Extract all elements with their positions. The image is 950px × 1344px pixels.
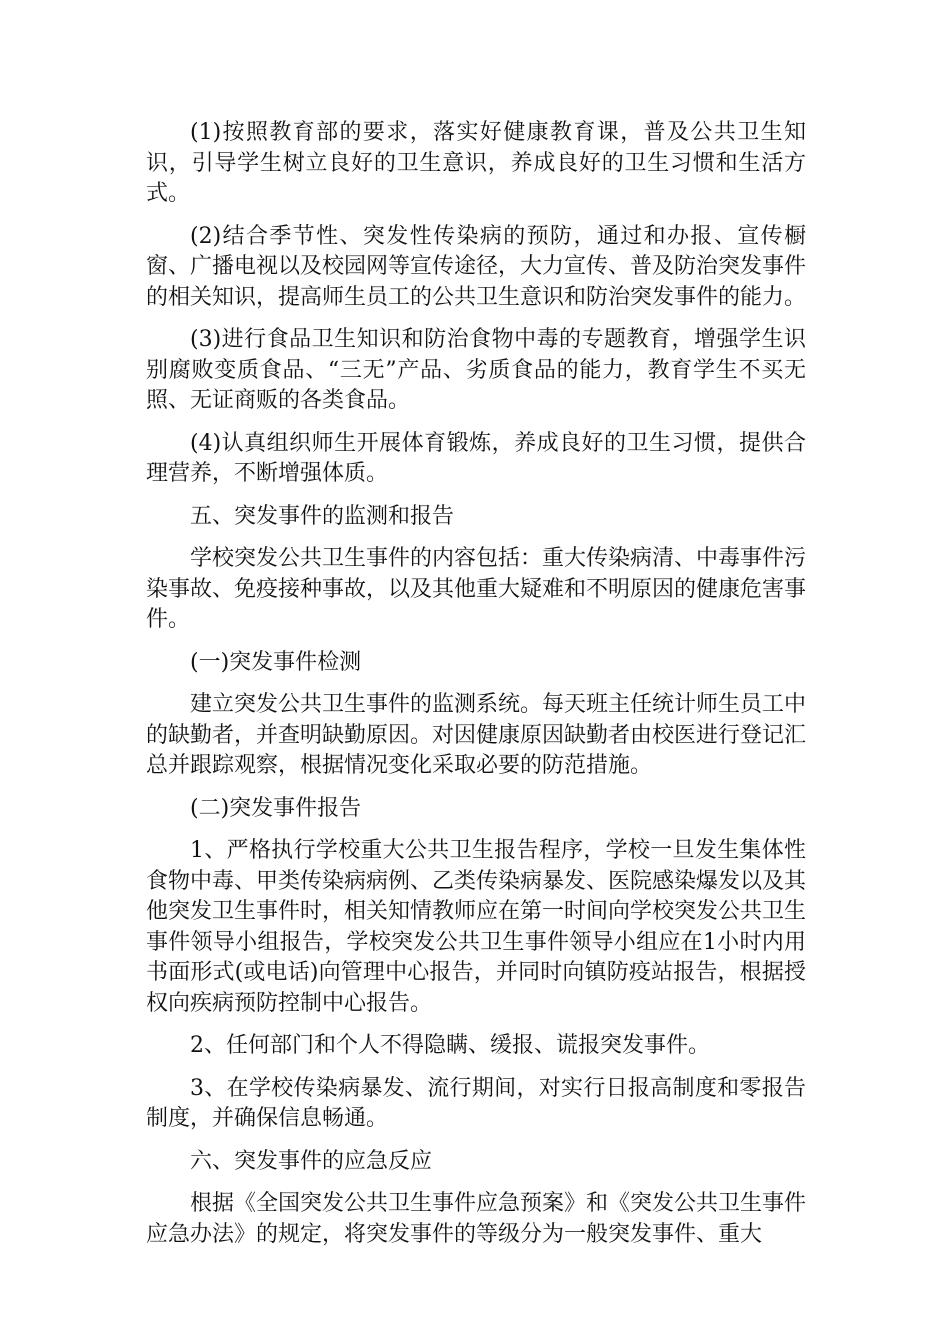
section-heading-monitoring: 五、突发事件的监测和报告 <box>190 503 455 529</box>
paragraph-food-hygiene: (3)进行食品卫生知识和防治食物中毒的专题教育，增强学生识别腐败变质食品、“三无”产品、劣质食品的能力，教育学生不买无照、无证商贩的各类食品。 <box>146 327 806 413</box>
subsection-heading-detection: (一)突发事件检测 <box>190 649 362 675</box>
paragraph-seasonal-prevention: (2)结合季节性、突发性传染病的预防，通过和办报、宣传橱窗、广播电视以及校园网等宣传途径，大力宣传、普及防治突发事件的相关知识，提高师生员工的公共卫生意识和防治突发事件的能力。 <box>146 223 807 310</box>
paragraph-event-content: 学校突发公共卫生事件的内容包括：重大传染病清、中毒事件污染事故、免疫接种事故，以及其他重大疑难和不明原因的健康危害事件。 <box>146 546 807 632</box>
paragraph-report-procedure: 1、严格执行学校重大公共卫生报告程序，学校一旦发生集体性食物中毒、甲类传染病病例、乙类传染病暴发、医院感染爆发以及其他突发卫生事件时，相关知情教师应在第一时间向学校突发公共卫生事件领导小组报告，学校突发公共卫生事件领导小组应在1小时内用书面形式(或电话)向管理中心报告，并同时向镇防疫站报告，根据授权向疾病预防控制中心报告。 <box>146 838 807 1016</box>
paragraph-daily-report: 3、在学校传染病暴发、流行期间，对实行日报高制度和零报告制度，并确保信息畅通。 <box>146 1075 806 1131</box>
paragraph-no-concealment: 2、任何部门和个人不得隐瞒、缓报、谎报突发事件。 <box>190 1033 710 1058</box>
paragraph-physical-exercise: (4)认真组织师生开展体育锻炼，养成良好的卫生习惯，提供合理营养，不断增强体质。 <box>146 430 806 486</box>
paragraph-health-education: (1)按照教育部的要求，落实好健康教育课，普及公共卫生知识，引导学生树立良好的卫生意识，养成良好的卫生习惯和生活方式。 <box>146 120 806 206</box>
paragraph-event-levels: 根据《全国突发公共卫生事件应急预案》和《突发公共卫生事件应急办法》的规定，将突发事件的等级分为一般突发事件、重大 <box>146 1191 807 1247</box>
section-heading-emergency-response: 六、突发事件的应急反应 <box>190 1148 433 1174</box>
subsection-heading-report: (二)突发事件报告 <box>190 795 362 821</box>
paragraph-monitoring-system: 建立突发公共卫生事件的监测系统。每天班主任统计师生员工中的缺勤者，并查明缺勤原因。对因健康原因缺勤者由校医进行登记汇总并跟踪观察，根据情况变化采取必要的防范措施。 <box>146 692 807 778</box>
document-body <box>146 118 806 1262</box>
